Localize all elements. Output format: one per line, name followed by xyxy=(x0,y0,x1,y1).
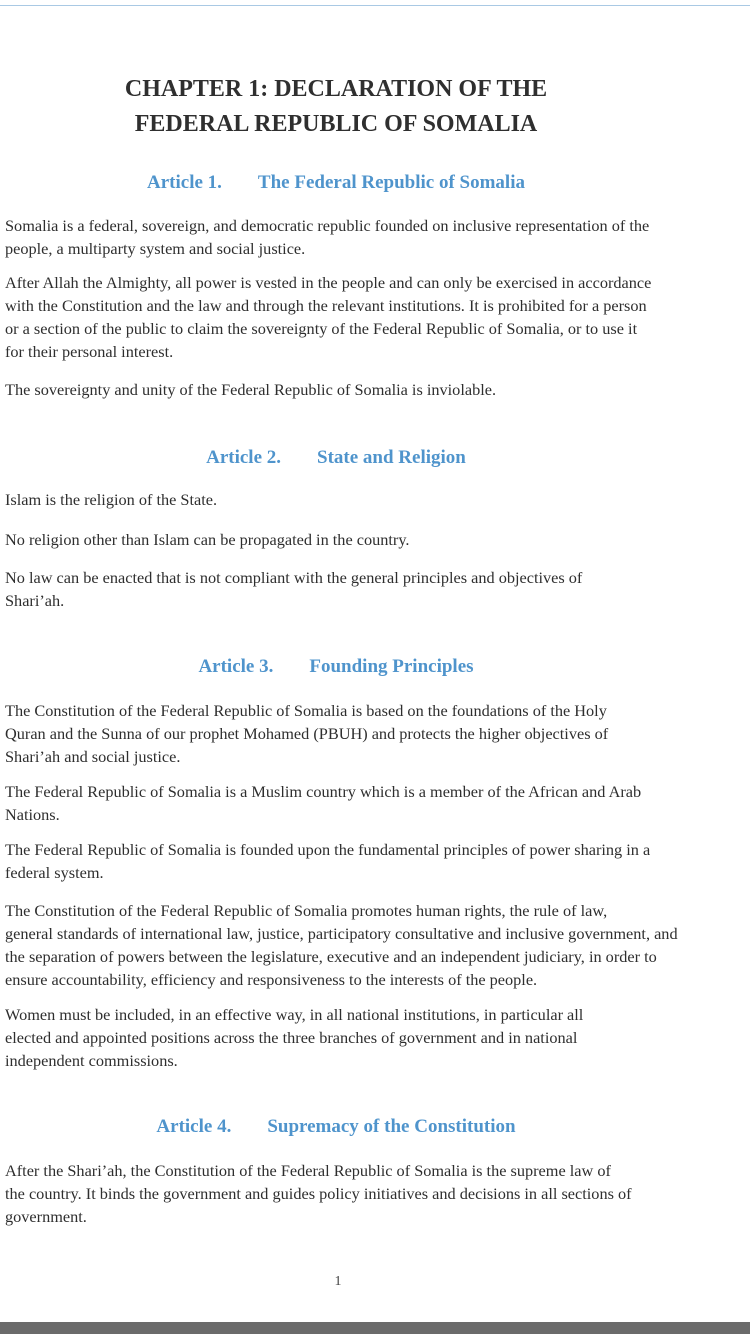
article-title: State and Religion xyxy=(317,447,466,468)
bottom-toolbar-edge xyxy=(0,1322,750,1334)
article-title: The Federal Republic of Somalia xyxy=(257,172,525,193)
article-2-paragraph-1: Islam is the religion of the State. xyxy=(5,490,218,509)
page-number: 1 xyxy=(334,1274,342,1289)
article-4-heading xyxy=(0,1116,672,1138)
article-1-heading xyxy=(0,172,672,194)
article-title: Founding Principles xyxy=(309,656,474,677)
article-title: Supremacy of the Constitution xyxy=(267,1116,516,1137)
chapter-title xyxy=(0,72,672,142)
article-number: Article 4. xyxy=(156,1116,232,1137)
chapter-title-line-1: CHAPTER 1: DECLARATION OF THE xyxy=(124,76,548,102)
article-1-paragraph-2: After Allah the Almighty, all power is vested in the people and can only be exercised in accordance with the Constitution and the law and through the relevant institutions. It is prohibited for a person or a section of the public to claim the sovereignty of the Federal Republic of Somalia, or to use it for their personal interest. xyxy=(5,273,652,361)
article-3-paragraph-1: The Constitution of the Federal Republic of Somalia is based on the foundations of the Holy Quran and the Sunna of our prophet Mohamed (PBUH) and protects the higher objectives of Shari’ah and social justice. xyxy=(5,701,609,766)
article-2-heading xyxy=(0,447,672,469)
article-3-paragraph-5: Women must be included, in an effective way, in all national institutions, in particular all elected and appointed positions across the three branches of government and in national independent commissions. xyxy=(5,1005,584,1070)
article-number: Article 2. xyxy=(206,447,282,468)
article-3-paragraph-3: The Federal Republic of Somalia is founded upon the fundamental principles of power sharing in a federal system. xyxy=(5,840,651,882)
article-4-paragraph-1: After the Shari’ah, the Constitution of the Federal Republic of Somalia is the supreme law of the country. It binds the government and guides policy initiatives and decisions in all sections of government. xyxy=(5,1161,632,1226)
article-1-paragraph-3: The sovereignty and unity of the Federal Republic of Somalia is inviolable. xyxy=(5,380,497,399)
article-2-paragraph-2: No religion other than Islam can be propagated in the country. xyxy=(5,530,410,549)
article-3-heading xyxy=(0,656,672,678)
article-1-paragraph-1: Somalia is a federal, sovereign, and democratic republic founded on inclusive representation of the people, a multiparty system and social justice. xyxy=(5,216,650,258)
article-number: Article 3. xyxy=(198,656,274,677)
article-number: Article 1. xyxy=(147,172,222,193)
article-3-paragraph-4: The Constitution of the Federal Republic of Somalia promotes human rights, the rule of law, general standards of international law, justice, participatory consultative and inclusive government, and the separation of powers between the legislature, executive and an independent judiciary, in order to ensure accountability, efficiency and responsiveness to the interests of the people. xyxy=(5,901,678,989)
article-3-paragraph-2: The Federal Republic of Somalia is a Muslim country which is a member of the African and Arab Nations. xyxy=(5,782,642,824)
article-2-paragraph-3: No law can be enacted that is not compliant with the general principles and objectives of Shari’ah. xyxy=(5,568,583,610)
chapter-title-line-2: FEDERAL REPUBLIC OF SOMALIA xyxy=(134,111,538,137)
